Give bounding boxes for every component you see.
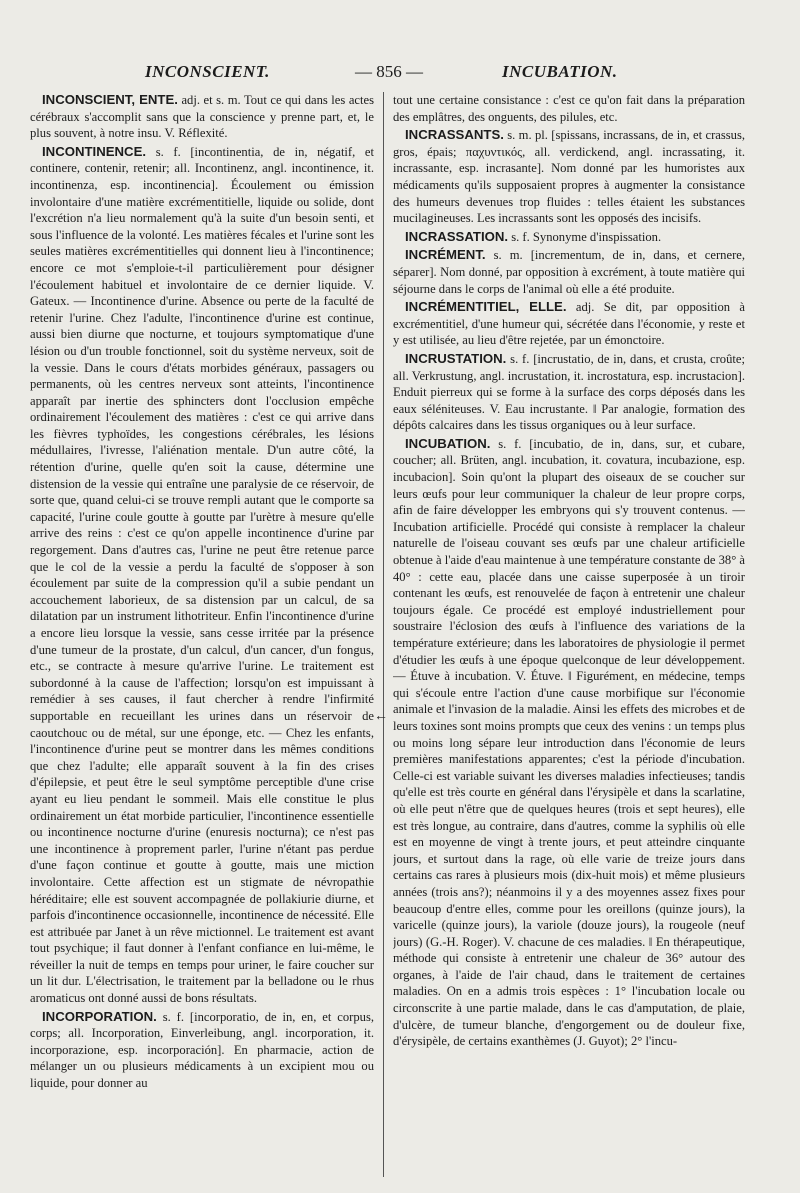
headword: INCONTINENCE. [42,143,147,159]
entry-incrassants [393,127,745,227]
entry-incorporation-continued: tout une certaine consistance : c'est ce qu'on fait dans la préparation des emplâtres, des onguents, des pilules, etc. [393,93,745,124]
left-column [30,92,374,1182]
entry-incubation [393,436,745,1050]
definition: s. f. Synonyme d'inspissation. [511,229,662,244]
right-column [393,92,745,1182]
definition: adj. et s. m. Tout ce qui dans les actes cérébraux s'accomplit sans que la conscience y prenne part, et, le plus souvent, à notre insu. V. Réflexité. [30,93,374,141]
entry-incrassation [393,229,745,246]
entry-incrementitiel [393,299,745,349]
entry-incontinence [30,144,374,1007]
definition: s. m. [incrementum, de in, dans, et cernere, séparer]. Nom donné, par opposition à excrément, à toute matière qui séjourne dans le corps de l'animal où elle a été produite. [393,248,745,296]
headword: INCUBATION. [405,435,491,451]
entry-inconscient [30,92,374,142]
page-number: — 856 — [355,62,423,81]
entry-incrustation [393,351,745,434]
headword: INCRUSTATION. [405,350,507,366]
header-right-word: INCUBATION. [502,62,618,81]
headword: INCRÉMENT. [405,247,486,263]
entry-incorporation [30,1009,374,1092]
column-divider [383,92,384,1177]
headword: INCORPORATION. [42,1008,157,1024]
definition: s. f. [incontinentia, de in, négatif, et continere, contenir, retenir; all. Incontinenz, angl. incontinence, it. incontinenza, esp. incontinencia]. Écoulement ou émission involontaire d'une matière excrémentitielle, liquide ou solide, dont l'excrétion n'a lieu normalement qu'à la suite d'un besoin senti, et sous l'influence de la volonté. Les matières fécales et l'urine sont les seules matières excrémentitielles qui donnent lieu à l'incontinence; encore ce mot s'emploie-t-il particulièrement pour désigner l'écoulement habituel et involontaire de ce dernier liquide. V. Gateux. — Incontinence d'urine. Absence ou perte de la faculté de retenir l'urine. Chez l'adulte, l'incontinence d'urine est continue, aussi bien diurne que nocturne, et toujours symptomatique d'une lésion ou d'un trouble fonctionnel, soit du système nerveux, soit de la vessie. Dans le cours d'états morbides généraux, passagers ou permanents, où les centres nerveux sont atteints, l'incontinence apparaît par inertie des sphincters dont l'occlusion empêche ordinairement l'écoulement des matières : c'est ce qui arrive dans les fièvres typhoïdes, les congestions cérébrales, les lésions médullaires, l'ivresse, l'aliénation mentale. D'un autre côté, la rétention d'urine, quelle qu'en soit la cause, détermine une distension de la vessie qui entraîne une paralysie de ce réservoir, de sorte que, quand celui-ci se trouve rempli autant que le comporte sa capacité, l'urine coule goutte à goutte par l'urètre à mesure qu'elle arrive des reins : c'est ce qu'on appelle incontinence d'urine par regorgement. Dans d'autres cas, l'urine ne peut être retenue parce que le col de la vessie a perdu la faculté de s'opposer à son écoulement par suite de la compression qu'il a subie pendant un accouchement laborieux, de sa distension par un calcul, de sa dilatation par un instrument lithotriteur. Enfin l'incontinence d'urine a encore lieu lorsque la vessie, sans cesse irritée par la présence d'une tumeur de la prostate, d'un calcul, d'un cancer, d'un fongus, etc., se contracte à mesure qu'arrive l'urine. Le traitement est subordonné à la cause de l'affection; lorsqu'on est impuissant à remédier à ses causes, il faut chercher à rendre l'infirmité supportable en recueillant les urines dans un réservoir de caoutchouc ou de métal, sur une éponge, etc. — Chez les enfants, l'incontinence d'urine peut se montrer dans les mêmes conditions que chez l'adulte; elle apparaît souvent à la fin des crises d'épilepsie, et peut être le seul symptôme perceptible d'une crise ayant eu lieu pendant le sommeil. Mais elle constitue le plus ordinairement un état morbide particulier, l'incontinence essentielle ou incontinence nocturne d'urine (enuresis nocturna); ce n'est pas une incontinence à proprement parler, l'urine n'étant pas perdue d'une façon continue et goutte à goutte, mais une miction involontaire. Cette affection est un stigmate de névropathie héréditaire; elle est souvent accompagnée de pollakiurie diurne, et parfois d'incontinence occasionnelle, incontinence de nécessité. Elle est attribuée par Janet à un rêve mictionnel. Le traitement est avant tout psychique; il faut donner à l'enfant confiance en lui-même, le réveiller la nuit de temps en temps pour uriner, le faire coucher sur un lit dur. L'électrisation, le traitement par la belladone ou le rhus aromaticus ont donné aussi de bons résultats. [30,144,374,1006]
margin-arrow-marker: ← [374,709,388,724]
definition: s. f. [incubatio, de in, dans, sur, et cubare, coucher; all. Brüten, angl. incubation, it. covatura, incubazione, esp. incubacion]. Soin qu'ont la plupart des oiseaux de se coucher sur leurs œufs pour leur communiquer la chaleur de leur propre corps, afin de faire développer les embryons qui s'y trouvent contenus. — Incubation artificielle. Procédé qui consiste à remplacer la chaleur naturelle de l'oiseau couvant ses œufs par une chaleur artificielle obtenue à l'aide d'eau maintenue à une température constante de 38° à 40° : cette eau, placée dans une caisse superposée à un tiroir contenant les œufs, est renouvelée de façon à entretenir une chaleur toujours égale. Ce procédé est employé industriellement pour soustraire l'éclosion des œufs à l'influence des variations de la température extérieure; dans les laboratoires de physiologie il permet d'étudier les œufs à une époque quelconque de leur développement. — Étuve à incubation. V. Étuve. ‖ Figurément, en médecine, temps qui s'écoule entre l'action d'une cause morbifique sur l'économie animale et l'invasion de la maladie. Ainsi les effets des microbes et de leurs toxines sont moins prompts que ceux des venins : un temps plus ou moins long sépare leur introduction dans l'économie de leurs premières manifestations apparentes; c'est la période d'incubation. Celle-ci est variable suivant les diverses maladies infectieuses; tandis qu'elle est très courte en général dans l'érysipèle et dans la scarlatine, où elle peut n'être que de quelques heures (trois et sept heures), elle est très longue, au contraire, dans d'autres, comme la syphilis où elle est en moyenne de vingt à trente jours, et peut atteindre cinquante jours, et surtout dans la rage, où elle varie de treize jours dans certains cas rares à plusieurs mois (dix-huit mois) et même plusieurs années (trois ans?); néanmoins il y a des moyennes assez fixes pour beaucoup d'entre elles, comme pour les oreillons (quinze jours), la varicelle (quinze jours), la variole (douze jours), la rougeole (neuf jours) (G.-H. Roger). V. chacune de ces maladies. ‖ En thérapeutique, méthode qui consiste à entretenir une chaleur de 36° autour des organes, à l'aide de l'air chaud, dans le traitement de certaines maladies. On en a admis trois espèces : 1° l'incubation locale ou circonscrite à une partie malade, dans le cas d'amputation, de plaie, d'ulcère, de tumeur blanche, d'engorgement ou de douleur fixe, d'érysipèle, de certains exanthèmes (J. Guyot); 2° l'incu- [393,436,745,1049]
headword: INCRÉMENTITIEL, ELLE. [405,299,567,315]
definition: s. m. pl. [spissans, incrassans, de in, et crassus, gros, épais; παχυντικός, all. verdickend, angl. incrassating, it. incrassante, esp. incrasante]. Nom donné par les humoristes aux médicaments qu'ils supposaient propres à augmenter la consistance des humeurs devenues trop fluides : telles étaient les substances mucilagineuses. Les incrassants sont les opposés des incisifs. [393,128,745,226]
entry-increment [393,247,745,297]
headword: INCRASSATION. [405,228,509,244]
definition: s. f. [incrustatio, de in, dans, et crusta, croûte; all. Verkrustung, angl. incrustation, it. incrostatura, esp. incrustacion]. Enduit pierreux qui se forme à la surface des corps déposés dans les eaux séléniteuses. V. Eau incrustante. ‖ Par analogie, formation des dépôts calcaires dans les tissus organiques ou à leur surface. [393,351,745,433]
headword: INCONSCIENT, ENTE. [42,92,178,107]
header-left-word: INCONSCIENT. [145,62,270,81]
definition: adj. Se dit, par opposition à excrémentitiel, d'une humeur qui, sécrétée dans l'économie, y reste et y est utilisée, au lieu d'être rejetée, par un émonctoire. [393,300,745,348]
headword: INCRASSANTS. [405,127,504,143]
running-header [0,58,800,88]
definition: s. f. [incorporatio, de in, en, et corpus, corps; all. Incorporation, Einverleibung, angl. incorporation, it. incorporazione, esp. incorporación]. En pharmacie, action de mélanger un ou plusieurs médicaments à un excipient mou ou liquide, pour donner au [30,1009,374,1091]
